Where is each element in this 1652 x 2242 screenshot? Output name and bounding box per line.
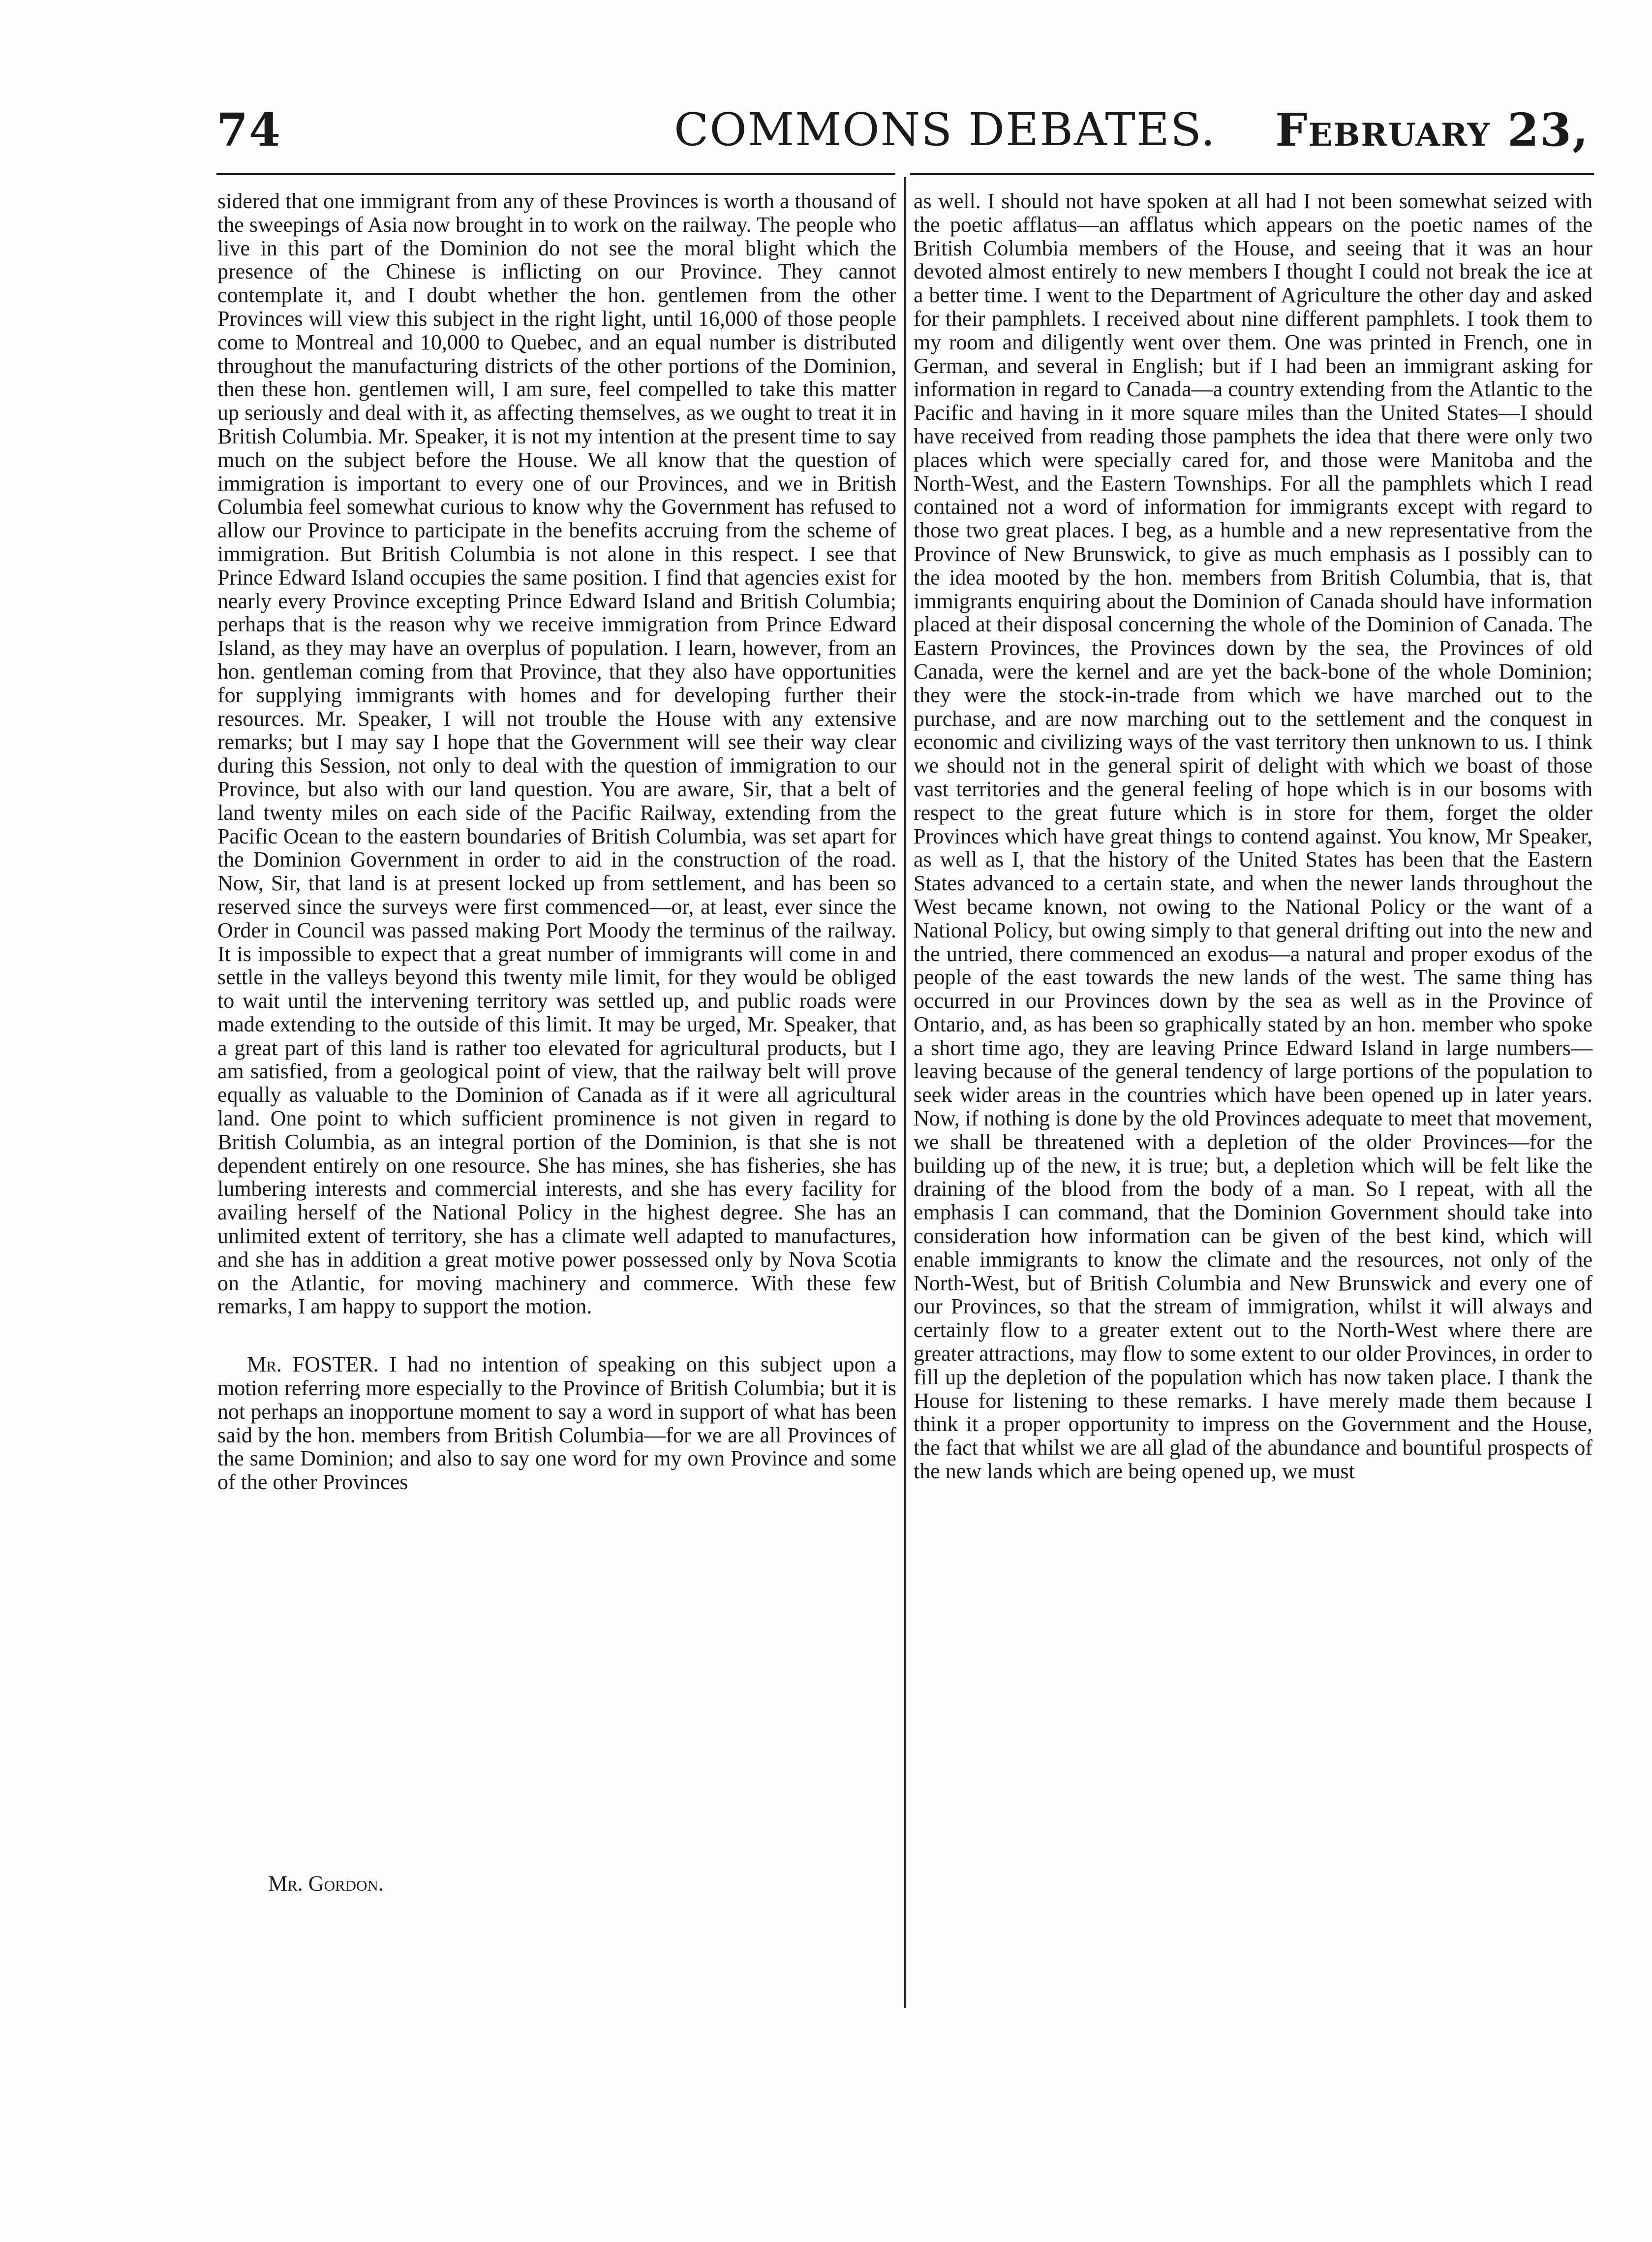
header-rule-left [216, 173, 895, 175]
footer-speaker: Mr. Gordon. [268, 1871, 384, 1896]
speaker-name: Mr. FOSTER. [247, 1352, 379, 1377]
page-date: February 23, [1275, 103, 1589, 156]
page-title: COMMONS DEBATES. [674, 103, 1216, 156]
header-rule-right [910, 173, 1594, 175]
page-number: 74 [216, 103, 282, 156]
left-paragraph-1: sidered that one immigrant from any of these Provinces is worth a thousand of the sweepings of Asia now brought in to work on the railway. The people who live in this part of the Dominion do not see the moral blight which the presence of the Chinese is inflicting on our Province. They cannot contemplate it, and I doubt whether the hon. gentlemen from the other Provinces will view this subject in the right light, until 16,000 of those people come to Montreal and 10,000 to Quebec, and an equal number is distributed throughout the manufacturing districts of the other portions of the Dominion, then these hon. gentlemen will, I am sure, feel compelled to take this matter up seriously and deal with it, as affecting themselves, as we ought to treat it in British Columbia. Mr. Speaker, it is not my intention at the present time to say much on the subject before the House. We all know that the question of immigration is important to every one of our Provinces, and we in British Columbia feel somewhat curious to know why the Government has refused to allow our Province to participate in the benefits accruing from the scheme of immigration. But British Columbia is not alone in this respect. I see that Prince Edward Island occupies the same position. I find that agencies exist for nearly every Province excepting Prince Edward Island and British Columbia; perhaps that is the reason why we receive immigration from Prince Edward Island, as they may have an overplus of population. I learn, however, from an hon. gentleman coming from that Province, that they also have opportunities for supplying immigrants with homes and for developing further their resources. Mr. Speaker, I will not trouble the House with any extensive remarks; but I may say I hope that the Government will see their way clear during this Session, not only to deal with the question of immigration to our Province, but also with our land question. You are aware, Sir, that a belt of land twenty miles on each side of the Pacific Railway, extending from the Pacific Ocean to the eastern boundaries of British Columbia, was set apart for the Dominion Government in order to aid in the construction of the road. Now, Sir, that land is at present locked up from settlement, and has been so reserved since the surveys were first commenced—or, at least, ever since the Order in Council was passed making Port Moody the terminus of the railway. It is impossible to expect that a great number of immigrants will come in and settle in the valleys beyond this twenty mile limit, for they would be obliged to wait until the intervening territory was settled up, and public roads were made extending to the outside of this limit. It may be urged, Mr. Speaker, that a great part of this land is rather too elevated for agricultural products, but I am satisfied, from a geological point of view, that the railway belt will prove equally as valuable to the Dominion of Canada as if it were all agricultural land. One point to which sufficient prominence is not given in regard to British Columbia, as an integral portion of the Dominion, is that she is not dependent entirely on one resource. She has mines, she has fisheries, she has lumbering interests and commercial interests, and she has every facility for availing herself of the National Policy in the highest degree. She has an unlimited extent of territory, she has a climate well adapted to manufactures, and she has in addition a great motive power possessed only by Nova Scotia on the Atlantic, for moving machinery and commerce. With these few remarks, I am happy to support the motion. [217, 189, 896, 1319]
left-paragraph-2-text: I had no intention of speaking on this subject upon a motion referring more especially to the Province of British Columbia; but it is not perhaps an inopportune moment to say a word in support of what has been said by the hon. members from British Columbia—for we are all Provinces of the same Dominion; and also to say one word for my own Province and some of the other Provinces [217, 1352, 897, 1495]
right-column [914, 189, 1592, 1483]
left-column [217, 189, 896, 1494]
column-divider [904, 177, 906, 2008]
page-header [216, 103, 1589, 162]
right-paragraph-1: as well. I should not have spoken at all had I not been somewhat seized with the poetic afflatus—an afflatus which appears on the poetic names of the British Columbia members of the House, and seeing that it was an hour devoted almost entirely to new members I thought I could not break the ice at a better time. I went to the Department of Agriculture the other day and asked for their pamphlets. I received about nine different pamphlets. I took them to my room and diligently went over them. One was printed in French, one in German, and several in English; but if I had been an immigrant asking for information in regard to Canada—a country extending from the Atlantic to the Pacific and having in it more square miles than the United States—I should have received from reading those pamphets the idea that there were only two places which were specially cared for, and those were Manitoba and the North-West, and the Eastern Townships. For all the pamphlets which I read contained not a word of information for immigrants except with regard to those two great places. I beg, as a humble and a new representative from the Province of New Brunswick, to give as much emphasis as I possibly can to the idea mooted by the hon. members from British Columbia, that is, that immigrants enquiring about the Dominion of Canada should have information placed at their disposal concerning the whole of the Dominion of Canada. The Eastern Provinces, the Provinces down by the sea, the Provinces of old Canada, were the kernel and are yet the back-bone of the whole Dominion; they were the stock-in-trade from which we have marched out to the purchase, and are now marching out to the settlement and the conquest in economic and civilizing ways of the vast territory then unknown to us. I think we should not in the general spirit of delight with which we boast of those vast territories and the general feeling of hope which is in our bosoms with respect to the great future which is in store for them, forget the older Provinces which have great things to contend against. You know, Mr Speaker, as well as I, that the history of the United States has been that the Eastern States advanced to a certain state, and when the newer lands throughout the West became known, not owing to the National Policy or the want of a National Policy, but owing simply to that general drifting out into the new and the untried, there commenced an exodus—a natural and proper exodus of the people of the east towards the new lands of the west. The same thing has occurred in our Provinces down by the sea as well as in the Province of Ontario, and, as has been so graphically stated by an hon. member who spoke a short time ago, they are leaving Prince Edward Island in large numbers—leaving because of the general tendency of large portions of the population to seek wider areas in the countries which have been opened up in later years. Now, if nothing is done by the old Provinces adequate to meet that movement, we shall be threatened with a depletion of the older Provinces—for the building up of the new, it is true; but, a depletion which will be felt like the draining of the blood from the body of a man. So I repeat, with all the emphasis I can command, that the Dominion Government should take into consideration how information can be given of the best kind, which will enable immigrants to know the climate and the resources, not only of the North-West, but of British Columbia and New Brunswick and every one of our Provinces, so that the stream of immigration, whilst it will always and certainly flow to a greater extent out to the North-West where there are greater attractions, may flow to some extent to our older Provinces, in order to fill up the depletion of the population which has now taken place. I thank the House for listening to these remarks. I have merely made them because I think it a proper opportunity to impress on the Government and the House, the fact that whilst we are all glad of the abundance and bountiful prospects of the new lands which are being opened up, we must [914, 189, 1592, 1484]
left-paragraph-2 [217, 1353, 896, 1494]
